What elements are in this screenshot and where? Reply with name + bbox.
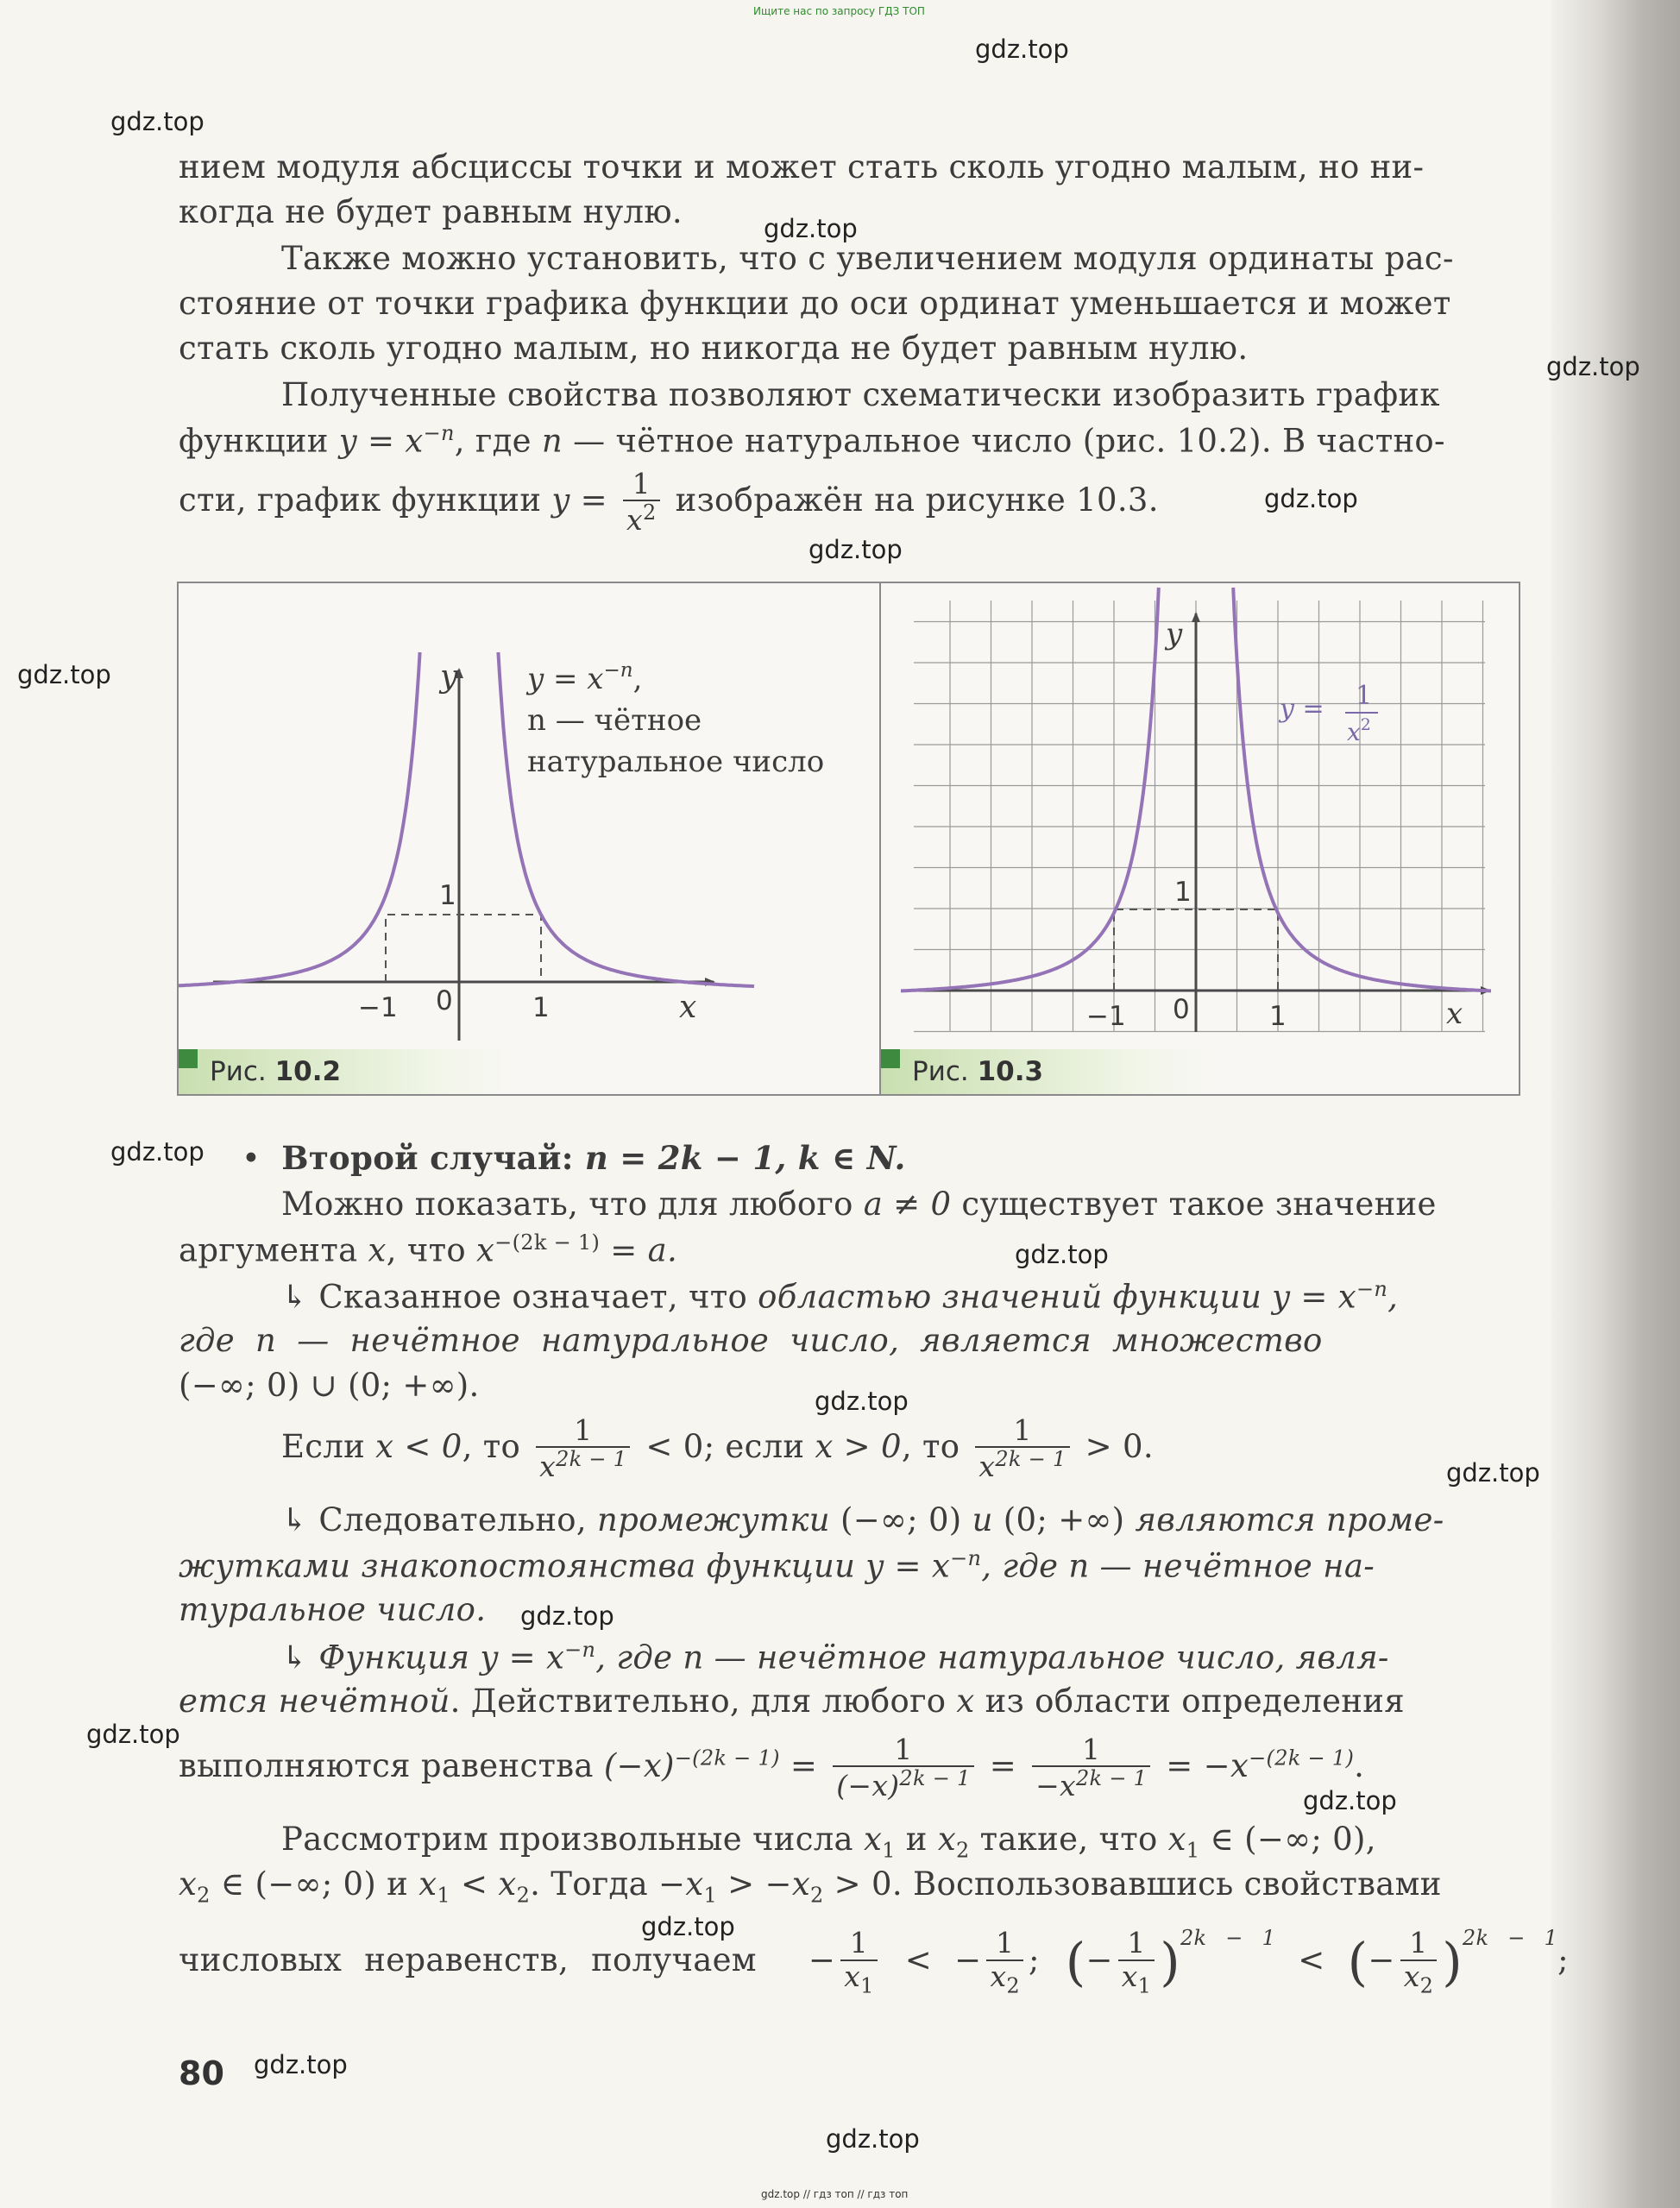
subscript: 2 <box>516 1883 531 1908</box>
text: > 0. <box>1074 1427 1154 1465</box>
text: и <box>895 1821 938 1858</box>
bottom-banner: gdz.top // гдз топ // гдз топ <box>761 2188 909 2200</box>
watermark: gdz.top <box>826 2124 920 2154</box>
subscript: 2 <box>1006 1973 1020 1998</box>
text: . Тогда − <box>530 1865 686 1903</box>
exponent: −n <box>603 659 633 682</box>
watermark: gdz.top <box>254 2050 348 2079</box>
text: (−∞; 0) <box>829 1501 972 1538</box>
italic-text: жутками знакопостоянства функции y = x <box>179 1547 951 1585</box>
watermark: gdz.top <box>1264 484 1358 513</box>
text: (0; +∞) <box>992 1501 1136 1538</box>
variable: x <box>498 1865 517 1903</box>
axis-label-x: x <box>679 990 697 1025</box>
watermark: gdz.top <box>641 1912 735 1941</box>
text-line: когда не будет равным нулю. <box>179 193 683 230</box>
text: существует такое значение <box>951 1186 1437 1223</box>
variable: x <box>1167 1821 1186 1858</box>
variable: x <box>990 1959 1007 1993</box>
fraction <box>1400 1928 1438 1997</box>
text: такие, что <box>969 1821 1168 1858</box>
denominator <box>623 501 660 536</box>
variable: x <box>179 1865 198 1903</box>
variable: x <box>844 1959 861 1993</box>
text: выполняются равенства <box>179 1746 604 1784</box>
curve-left <box>179 652 420 986</box>
fraction <box>975 1415 1069 1483</box>
text-line <box>281 1415 1154 1483</box>
bullet: • <box>242 1140 261 1177</box>
variable: (−x) <box>836 1769 900 1803</box>
text: < <box>882 1941 955 1978</box>
text: < 0; если <box>635 1427 815 1465</box>
arrow-mark-icon: ↳ <box>281 1278 309 1316</box>
fraction <box>623 469 660 537</box>
exponent: 2k − 1 <box>1075 1766 1148 1791</box>
denominator <box>1400 1961 1438 1997</box>
curve-left <box>901 588 1159 991</box>
caption-prefix: Рис. <box>912 1056 969 1087</box>
italic-text: Функция y = x <box>308 1639 565 1676</box>
denominator <box>1032 1767 1150 1802</box>
denominator <box>1118 1961 1155 1997</box>
text: функции <box>179 422 339 460</box>
formula: = a. <box>600 1231 678 1269</box>
subscript: 1 <box>1137 1973 1152 1998</box>
fraction <box>536 1415 630 1483</box>
text: = <box>978 1746 1028 1784</box>
text: − <box>808 1941 836 1978</box>
figure-caption <box>179 1049 507 1094</box>
exponent: 2k − 1 <box>556 1447 627 1472</box>
denominator <box>840 1961 878 1997</box>
text: − <box>1368 1941 1395 1978</box>
numerator: 1 <box>1032 1734 1150 1767</box>
italic-text: промежутки <box>597 1501 830 1538</box>
numerator: 1 <box>833 1734 973 1767</box>
variable: x <box>937 1821 956 1858</box>
caption-number: 10.3 <box>977 1056 1044 1087</box>
formula: x > 0 <box>815 1427 902 1465</box>
text-line: числовых неравенств, получаем − $\frac{1}{x_1}$ < − $\frac{1}{x_2}$ ; (− $\frac{1}{x_1}$ )$^{2k - 1}$ < (− $\frac{1}{x_2}$ )$^{2k - 1}$; <box>179 1926 1569 1998</box>
denominator <box>975 1448 1069 1482</box>
figure-10-3-graph <box>881 583 1520 1094</box>
fraction <box>1118 1928 1155 1997</box>
text: < <box>1275 1941 1348 1978</box>
denominator <box>833 1767 973 1802</box>
exponent: 2 <box>642 500 657 525</box>
tick-label: 0 <box>436 985 453 1016</box>
text: из области определения <box>974 1683 1405 1720</box>
exponent: −(2k − 1) <box>674 1746 780 1771</box>
watermark: gdz.top <box>975 35 1069 64</box>
text-line <box>179 1230 677 1268</box>
text-line: стать сколь угодно малым, но никогда не будет равным нулю. <box>179 330 1249 367</box>
watermark: gdz.top <box>520 1601 614 1631</box>
watermark: gdz.top <box>1546 352 1640 381</box>
subscript: 2 <box>809 1883 824 1908</box>
variable: x <box>956 1683 975 1720</box>
axis-label-x: x <box>1446 997 1463 1031</box>
book-spine-shadow <box>1551 0 1680 2208</box>
fraction <box>986 1928 1023 1997</box>
text-line: где n — нечётное натуральное число, является множество <box>179 1322 1323 1359</box>
italic-text: являются проме- <box>1135 1501 1444 1538</box>
variable: x <box>1121 1959 1138 1993</box>
exponent: −n <box>423 421 455 445</box>
variable: x <box>863 1821 883 1858</box>
arrow-mark-icon: ↳ <box>281 1501 309 1538</box>
denominator <box>986 1961 1023 1997</box>
text-line: Также можно установить, что с увеличением модуля ординаты рас- <box>281 240 1454 277</box>
formula: x < 0 <box>375 1427 462 1465</box>
function-label: натуральное число <box>527 745 825 779</box>
watermark: gdz.top <box>809 535 903 564</box>
tick-label: 0 <box>1173 994 1190 1025</box>
grid <box>914 601 1485 1032</box>
text: ; <box>1557 1941 1569 1978</box>
arrow-mark-icon: ↳ <box>281 1639 309 1676</box>
function-label: y = <box>1280 694 1324 724</box>
numerator: 1 <box>975 1415 1069 1448</box>
italic-text: областью значений функции y = x <box>758 1278 1356 1316</box>
section-heading <box>242 1139 906 1177</box>
function-label-denominator <box>1347 715 1371 746</box>
text: ∈ (−∞; 0), <box>1199 1821 1376 1858</box>
text-line: нием модуля абсциссы точки и может стать сколь угодно малым, но ни- <box>179 148 1425 186</box>
text: > 0. Воспользовавшись свойствами <box>823 1865 1442 1903</box>
caption-number: 10.2 <box>274 1056 342 1087</box>
formula: x <box>476 1231 495 1269</box>
text-line <box>179 1865 1442 1907</box>
curve-right <box>1233 588 1491 991</box>
italic-text: и <box>972 1501 993 1538</box>
text-line: туральное число. <box>179 1591 487 1628</box>
numerator: 1 <box>986 1928 1023 1960</box>
text: = <box>569 481 619 519</box>
italic-text: , <box>1387 1278 1399 1316</box>
numerator: 1 <box>840 1928 878 1960</box>
text: Сказанное означает, что <box>308 1278 758 1316</box>
text: сти, график функции <box>179 481 552 519</box>
text: ∈ (−∞; 0) и <box>210 1865 419 1903</box>
text: , то <box>462 1427 532 1465</box>
text: , где <box>454 422 542 460</box>
exponent: 2k − 1 <box>1462 1926 1558 1950</box>
variable: x <box>539 1450 557 1484</box>
text: — чётное натуральное число (рис. 10.2). В частно- <box>563 422 1445 460</box>
figure-box <box>177 582 1520 1096</box>
watermark: gdz.top <box>110 107 204 136</box>
text: аргумента <box>179 1231 368 1269</box>
subscript: 1 <box>860 1973 874 1998</box>
numerator: 1 <box>623 469 660 501</box>
text: Можно показать, что для любого <box>281 1186 864 1223</box>
subscript: 2 <box>197 1883 211 1908</box>
text: = <box>779 1746 828 1784</box>
dashed-guides <box>386 915 541 982</box>
axis-label-y: y <box>1166 617 1183 651</box>
watermark: gdz.top <box>17 660 111 689</box>
text: изображён на рисунке 10.3. <box>664 481 1159 519</box>
italic-text: ется нечётной <box>179 1683 450 1720</box>
exponent: −(2k − 1) <box>494 1230 601 1255</box>
watermark: gdz.top <box>1446 1458 1540 1488</box>
text-line <box>281 1821 1376 1862</box>
text: . Действительно, для любого <box>450 1683 957 1720</box>
variable: n <box>541 422 563 460</box>
fraction <box>840 1928 878 1997</box>
subscript: 2 <box>955 1838 970 1863</box>
numerator: 1 <box>1400 1928 1438 1960</box>
text: − <box>1085 1941 1113 1978</box>
fraction <box>1032 1734 1150 1802</box>
tick-label: −1 <box>358 992 398 1023</box>
watermark: gdz.top <box>110 1137 204 1167</box>
denominator <box>536 1448 630 1482</box>
numerator: 1 <box>1118 1928 1155 1960</box>
text-line <box>281 1186 1437 1223</box>
function-label: n — чётное <box>527 703 702 738</box>
text: > − <box>717 1865 792 1903</box>
italic-text: , где n — нечётное натуральное число, явля- <box>595 1639 1389 1676</box>
caption-marker <box>881 1049 900 1068</box>
formula: y = x <box>338 422 424 460</box>
variable: x <box>626 503 643 538</box>
text: − <box>954 1941 982 1978</box>
variable: x <box>1403 1959 1420 1993</box>
figure-10-2-graph <box>179 583 879 1094</box>
formula: = −x <box>1155 1746 1249 1784</box>
tick-label: 1 <box>439 880 456 911</box>
text: Если <box>281 1427 376 1465</box>
watermark: gdz.top <box>764 214 858 243</box>
text: ; <box>1028 1941 1040 1978</box>
page-number: 80 <box>179 2054 224 2092</box>
text-line <box>179 1546 1375 1584</box>
subscript: 1 <box>437 1883 450 1908</box>
text-line <box>179 1683 1405 1720</box>
formula: y = x <box>527 662 604 696</box>
text-line <box>179 469 1159 537</box>
exponent: 2 <box>1360 715 1371 734</box>
text: , то <box>901 1427 971 1465</box>
heading-formula: n = 2k − 1, k ∈ N. <box>584 1139 906 1177</box>
text: числовых неравенств, получаем <box>179 1941 757 1978</box>
function-label <box>525 659 642 696</box>
variable: x <box>1347 718 1361 746</box>
tick-label: 1 <box>1174 877 1192 908</box>
text-line: Полученные свойства позволяют схематически изобразить график <box>281 376 1440 413</box>
exponent: −n <box>1356 1277 1388 1301</box>
text: < <box>450 1865 499 1903</box>
exponent: −n <box>564 1638 596 1662</box>
variable: x <box>978 1450 996 1484</box>
numerator: 1 <box>536 1415 630 1448</box>
text-line <box>281 1638 1389 1676</box>
variable: x <box>418 1865 437 1903</box>
caption-marker <box>179 1049 198 1068</box>
exponent: 2k − 1 <box>995 1447 1067 1472</box>
variable: x <box>791 1865 810 1903</box>
tick-label: 1 <box>532 992 550 1023</box>
formula: a ≠ 0 <box>863 1186 952 1223</box>
text-line <box>281 1501 1444 1538</box>
top-banner: Ищите нас по запросу ГДЗ ТОП <box>753 5 925 17</box>
caption-prefix: Рис. <box>210 1056 267 1087</box>
text: , <box>632 662 643 696</box>
text-line <box>179 1734 1364 1802</box>
text-line: (−∞; 0) ∪ (0; +∞). <box>179 1367 480 1404</box>
text: Рассмотрим произвольные числа <box>281 1821 864 1858</box>
text-line <box>281 1277 1398 1315</box>
text-line: стояние от точки графика функции до оси ординат уменьшается и может <box>179 285 1451 322</box>
variable: −x <box>1035 1769 1076 1803</box>
watermark: gdz.top <box>815 1387 909 1416</box>
subscript: 2 <box>1419 1973 1434 1998</box>
tick-label: −1 <box>1086 1001 1126 1032</box>
tick-label: 1 <box>1269 1001 1287 1032</box>
heading-text: Второй случай: <box>281 1139 585 1177</box>
subscript: 1 <box>882 1838 896 1863</box>
exponent: −n <box>950 1546 982 1570</box>
fraction <box>833 1734 973 1802</box>
subscript: 1 <box>1186 1838 1200 1863</box>
text: , что <box>386 1231 476 1269</box>
exponent: 2k − 1 <box>1180 1926 1276 1950</box>
formula: (−x) <box>603 1746 675 1784</box>
subscript: 1 <box>703 1883 718 1908</box>
watermark: gdz.top <box>86 1720 180 1749</box>
watermark: gdz.top <box>1015 1240 1109 1269</box>
exponent: −(2k − 1) <box>1249 1746 1355 1771</box>
text: Следовательно, <box>308 1501 598 1538</box>
watermark: gdz.top <box>1303 1786 1397 1815</box>
variable: y <box>551 481 570 519</box>
figure-caption <box>881 1049 1209 1094</box>
function-label-numerator: 1 <box>1356 681 1373 711</box>
italic-text: , где n — нечётное на- <box>981 1547 1375 1585</box>
variable: x <box>685 1865 704 1903</box>
axis-label-y: y <box>440 659 458 695</box>
variable: x <box>368 1231 387 1269</box>
text-line <box>179 421 1445 459</box>
text: . <box>1354 1746 1365 1784</box>
exponent: 2k − 1 <box>899 1766 971 1791</box>
